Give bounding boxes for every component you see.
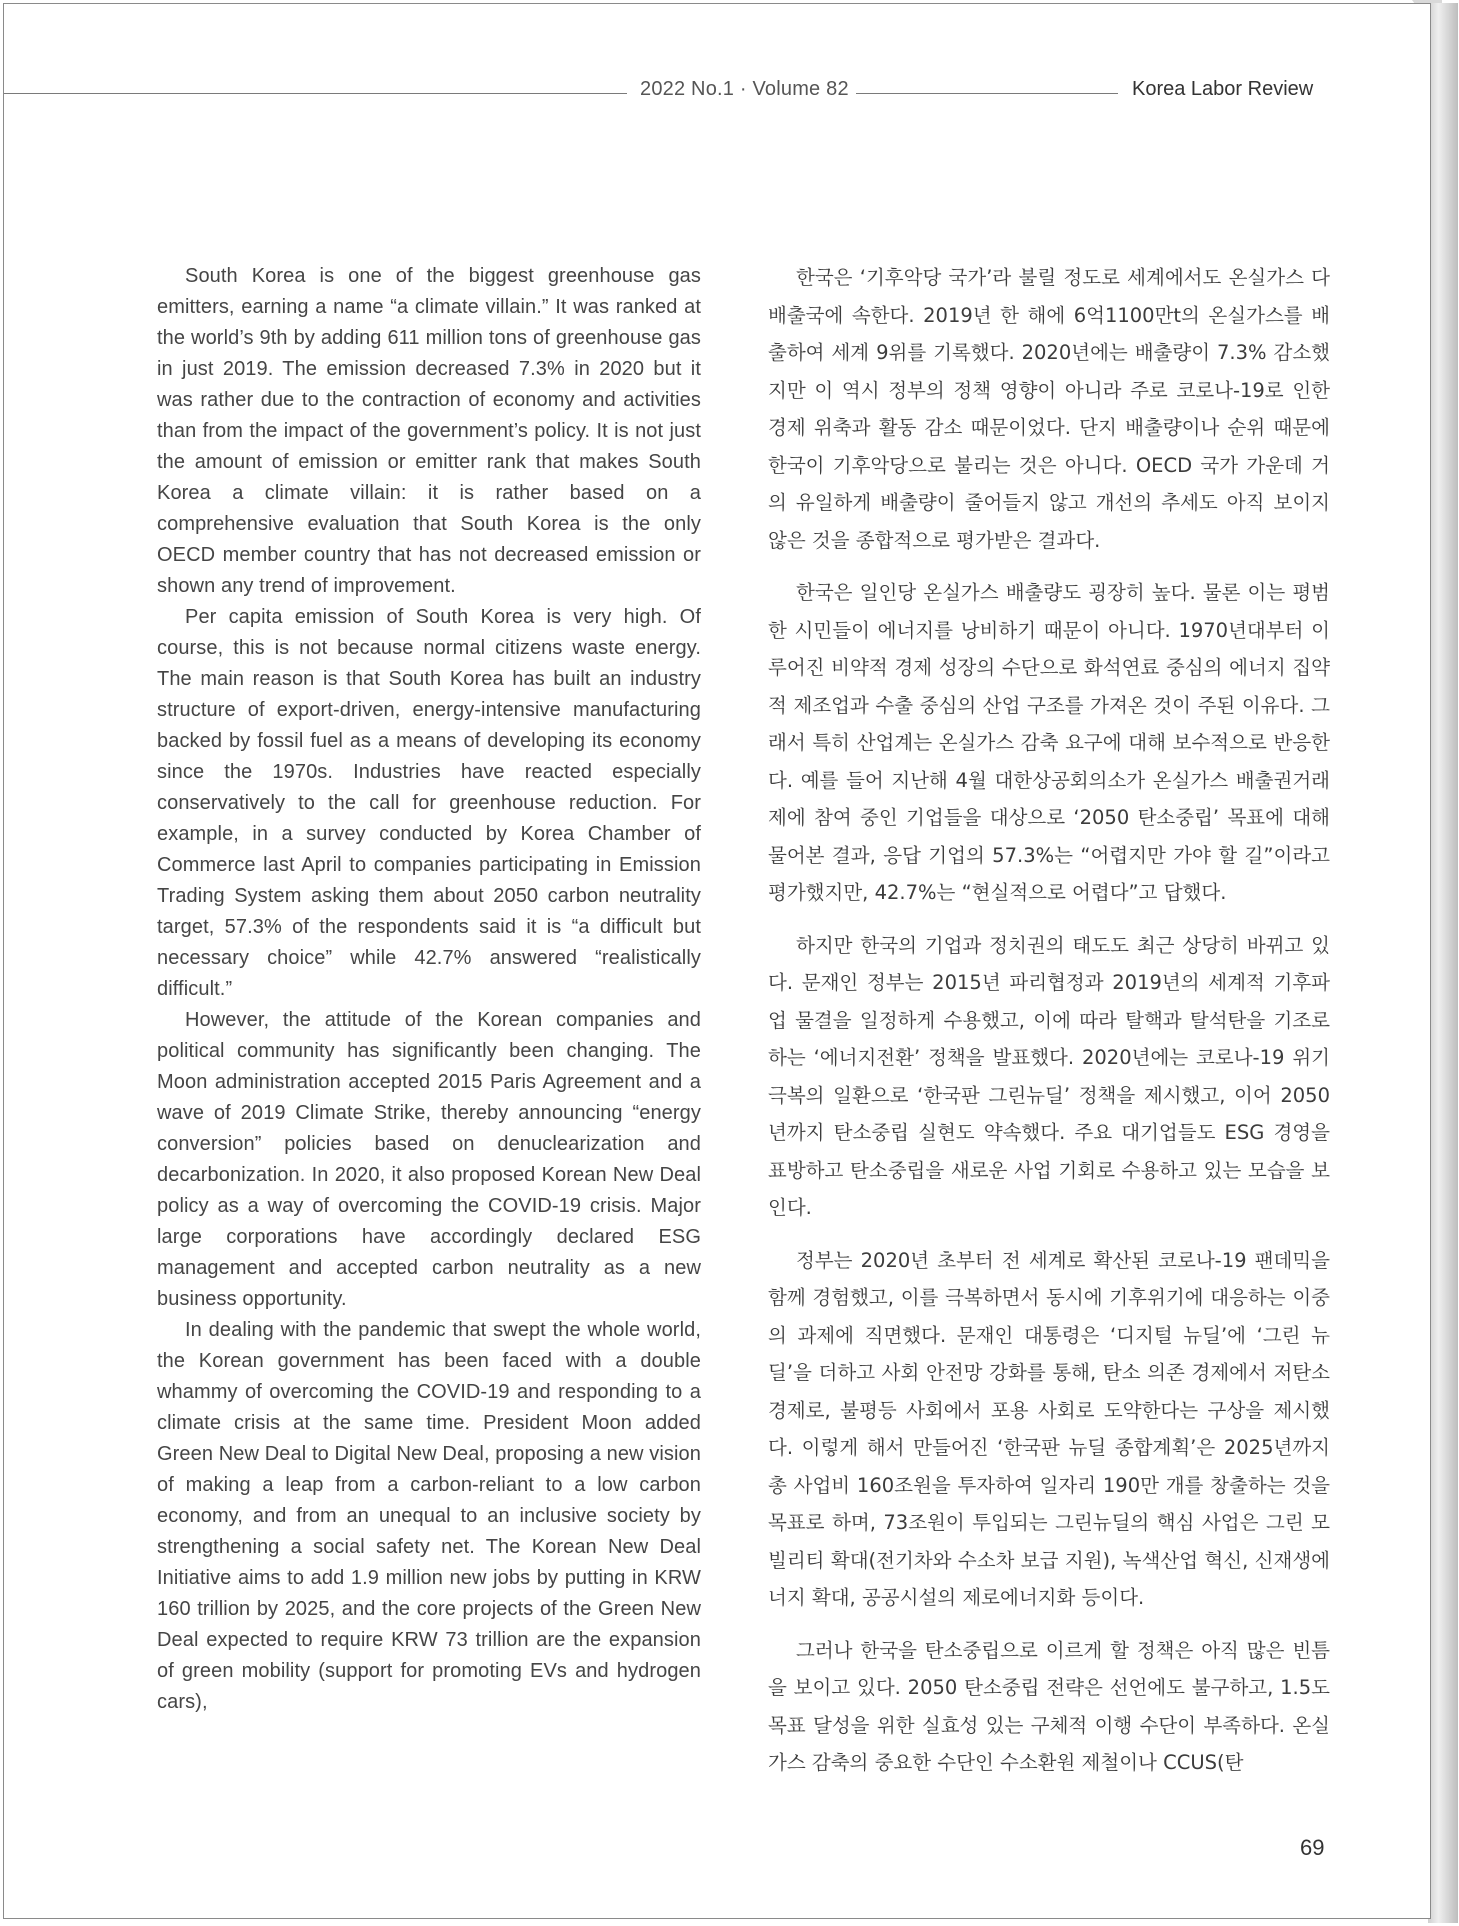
korean-paragraph-4: 정부는 2020년 초부터 전 세계로 확산된 코로나-19 팬데믹을 함께 경험했고, 이를 극복하면서 동시에 기후위기에 대응하는 이중의 과제에 직면했다. 문재인 대통령은 ‘디지털 뉴딜’에 ‘그린 뉴딜’을 더하고 사회 안전망 강화를 통해, 탄소 의존 경제에서 저탄소 경제로, 불평등 사회에서 포용 사회로 도약한다는 구상을 제시했다. 이렇게 해서 만들어진 ‘한국판 뉴딜 종합계획’은 2025년까지 총 사업비 160조원을 투자하여 일자리 190만 개를 창출하는 것을 목표로 하며, 73조원이 투입되는 그린뉴딜의 핵심 사업은 그린 모빌리티 확대(전기차와 수소차 보급 지원), 녹색산업 혁신, 신재생에너지 확대, 공공시설의 제로에너지화 등이다.	[768, 1248, 1330, 1609]
page-curl-edge	[1428, 3, 1458, 1923]
korean-paragraph-3: 하지만 한국의 기업과 정치권의 태도도 최근 상당히 바뀌고 있다. 문재인 정부는 2015년 파리협정과 2019년의 세계적 기후파업 물결을 일정하게 수용했고, 이에 따라 탈핵과 탈석탄을 기조로 하는 ‘에너지전환’ 정책을 발표했다. 2020년에는 코로나-19 위기 극복의 일환으로 ‘한국판 그린뉴딜’ 정책을 제시했고, 이어 2050년까지 탄소중립 실현도 약속했다. 주요 대기업들도 ESG 경영을 표방하고 탄소중립을 새로운 사업 기회로 수용하고 있는 모습을 보인다.	[768, 933, 1330, 1219]
korean-paragraph-1: 한국은 ‘기후악당 국가’라 불릴 정도로 세계에서도 온실가스 다배출국에 속한다. 2019년 한 해에 6억1100만t의 온실가스를 배출하여 세계 9위를 기록했다. 2020년에는 배출량이 7.3% 감소했지만 이 역시 정부의 정책 영향이 아니라 주로 코로나-19로 인한 경제 위축과 활동 감소 때문이었다. 단지 배출량이나 순위 때문에 한국이 기후악당으로 불리는 것은 아니다. OECD 국가 가운데 거의 유일하게 배출량이 줄어들지 않고 개선의 추세도 아직 보이지 않은 것을 종합적으로 평가받은 결과다.	[768, 266, 1330, 552]
korean-paragraph-5: 그러나 한국을 탄소중립으로 이르게 할 정책은 아직 많은 빈틈을 보이고 있다. 2050 탄소중립 전략은 선언에도 불구하고, 1.5도 목표 달성을 위한 실효성 있는 구체적 이행 수단이 부족하다. 온실가스 감축의 중요한 수단인 수소환원 제철이나 CCUS(탄	[768, 1638, 1330, 1774]
english-paragraph-2: Per capita emission of South Korea is very high. Of course, this is not because normal citizens waste energy. The main reason is that South Korea has built an industry structure of export-driven, energy-intensive manufacturing backed by fossil fuel as a means of developing its economy since the 1970s. Industries have reacted especially conservatively to the call for greenhouse reduction. For example, in a survey conducted by Korea Chamber of Commerce last April to companies participating in Emission Trading System asking them about 2050 carbon neutrality target, 57.3% of the respondents said it is “a difficult but necessary choice” while 42.7% answered “realistically difficult.”	[157, 606, 701, 1000]
page-number: 69	[1300, 1835, 1325, 1860]
korean-paragraph-2: 한국은 일인당 온실가스 배출량도 굉장히 높다. 물론 이는 평범한 시민들이 에너지를 낭비하기 때문이 아니다. 1970년대부터 이루어진 비약적 경제 성장의 수단으로 화석연료 중심의 에너지 집약적 제조업과 수출 중심의 산업 구조를 가져온 것이 주된 이유다. 그래서 특히 산업계는 온실가스 감축 요구에 대해 보수적으로 반응한다. 예를 들어 지난해 4월 대한상공회의소가 온실가스 배출권거래제에 참여 중인 기업들을 대상으로 ‘2050 탄소중립’ 목표에 대해 물어본 결과, 응답 기업의 57.3%는 “어렵지만 가야 할 길”이라고 평가했지만, 42.7%는 “현실적으로 어렵다”고 답했다.	[768, 581, 1330, 904]
english-column	[157, 261, 701, 1718]
header-issue: 2022 No.1 · Volume 82	[640, 78, 849, 100]
korean-column	[768, 259, 1330, 1797]
english-paragraph-3: However, the attitude of the Korean companies and political community has significantly been changing. The Moon administration accepted 2015 Paris Agreement and a wave of 2019 Climate Strike, thereby announcing “energy conversion” policies based on denuclearization and decarbonization. In 2020, it also proposed Korean New Deal policy as a way of overcoming the COVID-19 crisis. Major large corporations have accordingly declared ESG management and accepted carbon neutrality as a new business opportunity.	[157, 1009, 701, 1310]
header-rule-left	[4, 93, 627, 94]
header-rule-middle	[856, 93, 1118, 94]
document-page	[3, 3, 1431, 1919]
english-paragraph-4: In dealing with the pandemic that swept the whole world, the Korean government has been faced with a double whammy of overcoming the COVID-19 and responding to a climate crisis at the same time. President Moon added Green New Deal to Digital New Deal, proposing a new vision of making a leap from a carbon-reliant to a low carbon economy, and from an unequal to an inclusive society by strengthening a social safety net. The Korean New Deal Initiative aims to add 1.9 million new jobs by putting in KRW 160 trillion by 2025, and the core projects of the Green New Deal expected to require KRW 73 trillion are the expansion of green mobility (support for promoting EVs and hydrogen cars),	[157, 1319, 701, 1713]
header-journal-title: Korea Labor Review	[1132, 78, 1314, 100]
english-paragraph-1: South Korea is one of the biggest greenhouse gas emitters, earning a name “a climate villain.” It was ranked at the world’s 9th by adding 611 million tons of greenhouse gas in just 2019. The emission decreased 7.3% in 2020 but it was rather due to the contraction of economy and activities than from the impact of the government’s policy. It is not just the amount of emission or emitter rank that makes South Korea a climate villain: it is rather based on a comprehensive evaluation that South Korea is the only OECD member country that has not decreased emission or shown any trend of improvement.	[157, 265, 701, 597]
